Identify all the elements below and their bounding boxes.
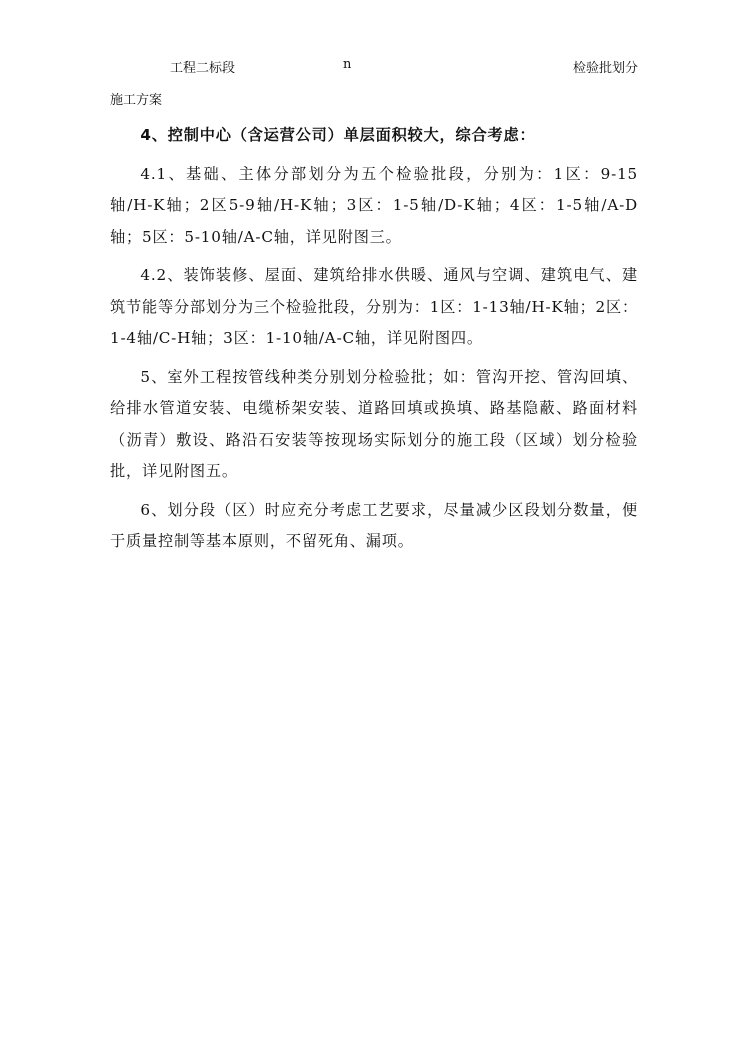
document-body — [110, 120, 638, 565]
header-right-text: 检验批划分 — [573, 61, 639, 76]
paragraph-6: 6、划分段（区）时应充分考虑工艺要求，尽量减少区段划分数量，便于质量控制等基本原则，不留死角、漏项。 — [110, 500, 638, 550]
paragraph-4-1: 4.1、基础、主体分部划分为五个检验批段，分别为：1区：9-15轴/H-K轴；2区5-9轴/H-K轴；3区：1-5轴/D-K轴；4区：1-5轴/A-D轴；5区：5-10轴/A-C轴，详见附图三。 — [110, 164, 638, 246]
header-left-text: 工程二标段 — [170, 61, 236, 76]
paragraph-5: 5、室外工程按管线种类分别划分检验批；如：管沟开挖、管沟回填、给排水管道安装、电缆桥架安装、道路回填或换填、路基隐蔽、路面材料（沥青）敷设、路沿石安装等按现场实际划分的施工段（区域）划分检验批，详见附图五。 — [110, 367, 638, 480]
header-page-marker: n — [343, 57, 352, 72]
section-4-heading: 4、控制中心（含运营公司）单层面积较大，综合考虑： — [140, 126, 536, 144]
document-subheader: 施工方案 — [110, 93, 163, 108]
paragraph-4-2: 4.2、装饰装修、屋面、建筑给排水供暖、通风与空调、建筑电气、建筑节能等分部划分为三个检验批段，分别为：1区：1-13轴/H-K轴；2区：1-4轴/C-H轴；3区：1-10轴/A-C轴，详见附图四。 — [110, 266, 638, 347]
